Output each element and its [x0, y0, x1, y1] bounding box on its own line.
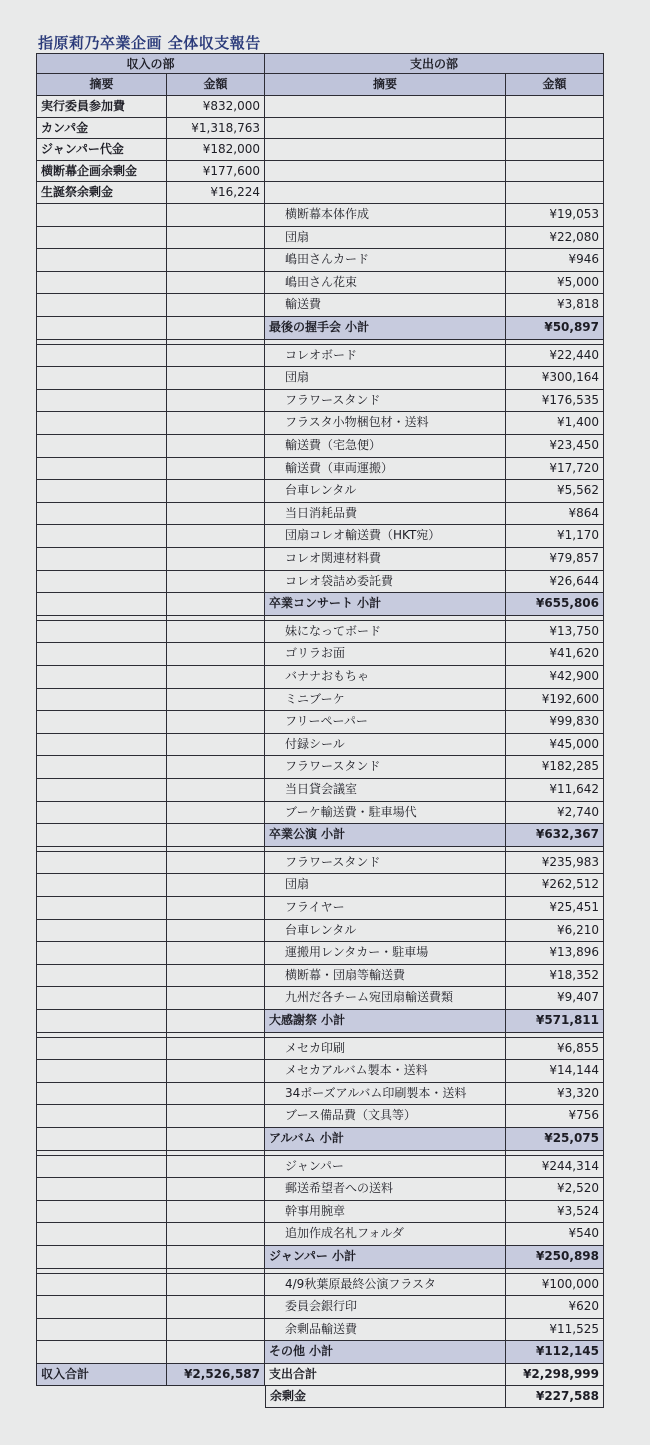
surplus-row: [36, 1386, 604, 1408]
income-empty-cell: [36, 412, 167, 435]
income-empty-cell: [36, 367, 167, 390]
income-empty-cell: [167, 987, 265, 1010]
expense-item-amount: ¥6,855: [506, 1038, 604, 1061]
income-empty-cell: [167, 1178, 265, 1201]
income-item-label: 横断幕企画余剰金: [36, 161, 167, 183]
income-empty-cell: [36, 1156, 167, 1179]
expense-item-label: 団扇: [265, 874, 506, 897]
expense-item-label: ブース備品費（文具等）: [265, 1105, 506, 1128]
table-row: [36, 118, 604, 140]
table-row: [36, 1156, 604, 1179]
expense-item-amount: ¥5,000: [506, 272, 604, 295]
expense-item-amount: ¥864: [506, 503, 604, 526]
table-row: [36, 367, 604, 390]
income-empty-cell: [167, 965, 265, 988]
expense-item-amount: ¥540: [506, 1223, 604, 1246]
expense-item-label: 嶋田さん花束: [265, 272, 506, 295]
table-row: [36, 779, 604, 802]
income-empty-cell: [167, 920, 265, 943]
expense-empty-cell: [506, 161, 604, 183]
table-row: [36, 852, 604, 875]
table-row: [36, 1038, 604, 1061]
income-empty-cell: [36, 1201, 167, 1224]
expense-amount-header: 金額: [506, 74, 604, 96]
expense-item-label: 委員会銀行印: [265, 1296, 506, 1319]
subtotal-label: 卒業公演 小計: [265, 824, 506, 847]
expense-item-amount: ¥79,857: [506, 548, 604, 571]
expense-item-amount: ¥235,983: [506, 852, 604, 875]
income-empty-cell: [167, 1246, 265, 1269]
income-empty-cell: [36, 666, 167, 689]
income-empty-cell: [36, 390, 167, 413]
expense-item-label: コレオ関連材料費: [265, 548, 506, 571]
income-empty-cell: [167, 435, 265, 458]
table-row: [36, 390, 604, 413]
table-row: [36, 734, 604, 757]
surplus-amount: ¥227,588: [506, 1386, 604, 1408]
income-empty-cell: [36, 942, 167, 965]
expense-item-label: 団扇: [265, 227, 506, 250]
expense-item-label: フラワースタンド: [265, 390, 506, 413]
income-empty-cell: [36, 272, 167, 295]
expense-item-label: 台車レンタル: [265, 920, 506, 943]
table-row: [36, 897, 604, 920]
income-empty-cell: [36, 1274, 167, 1297]
table-row: [36, 182, 604, 204]
income-empty-cell: [167, 1296, 265, 1319]
expense-item-label: 幹事用腕章: [265, 1201, 506, 1224]
expense-item-amount: ¥18,352: [506, 965, 604, 988]
subtotal-amount: ¥112,145: [506, 1341, 604, 1364]
income-empty-cell: [36, 897, 167, 920]
income-empty-cell: [167, 897, 265, 920]
subtotal-label: 最後の握手会 小計: [265, 317, 506, 340]
expense-item-amount: ¥22,080: [506, 227, 604, 250]
income-empty-cell: [167, 1105, 265, 1128]
subtotal-amount: ¥632,367: [506, 824, 604, 847]
subtotal-row: [36, 1010, 604, 1033]
expense-item-label: 団扇: [265, 367, 506, 390]
income-empty-cell: [167, 294, 265, 317]
expense-item-label: 34ポーズアルバム印刷製本・送料: [265, 1083, 506, 1106]
income-empty-cell: [167, 734, 265, 757]
expense-item-label: ゴリラお面: [265, 643, 506, 666]
table-row: [36, 571, 604, 594]
table-row: [36, 249, 604, 272]
expense-item-label: 輸送費（宅急便）: [265, 435, 506, 458]
income-empty-cell: [36, 756, 167, 779]
income-empty-cell: [36, 965, 167, 988]
income-empty-cell: [36, 548, 167, 571]
table-row: [36, 435, 604, 458]
table-row: [36, 756, 604, 779]
expense-item-label: フリーペーパー: [265, 711, 506, 734]
table-row: [36, 1060, 604, 1083]
table-row: [36, 920, 604, 943]
expense-empty-cell: [506, 96, 604, 118]
table-row: [36, 1105, 604, 1128]
expense-item-amount: ¥11,525: [506, 1319, 604, 1342]
income-empty-cell: [36, 1341, 167, 1364]
table-row: [36, 272, 604, 295]
table-row: [36, 802, 604, 825]
table-row: [36, 1083, 604, 1106]
expense-item-amount: ¥26,644: [506, 571, 604, 594]
subtotal-row: [36, 1246, 604, 1269]
income-empty-cell: [167, 1319, 265, 1342]
income-empty-cell: [36, 1296, 167, 1319]
table-row: [36, 711, 604, 734]
expense-item-amount: ¥45,000: [506, 734, 604, 757]
income-empty-cell: [167, 802, 265, 825]
income-empty-cell: [36, 294, 167, 317]
income-empty-cell: [36, 503, 167, 526]
table-row: [36, 689, 604, 712]
income-empty-cell: [167, 942, 265, 965]
income-empty-cell: [167, 643, 265, 666]
table-row: [36, 1319, 604, 1342]
income-empty-cell: [167, 711, 265, 734]
income-empty-cell: [167, 367, 265, 390]
table-row: [36, 294, 604, 317]
expense-item-amount: ¥41,620: [506, 643, 604, 666]
income-empty-cell: [167, 593, 265, 616]
income-item-label: ジャンパー代金: [36, 139, 167, 161]
table-row: [36, 874, 604, 897]
expense-item-label: コレオボード: [265, 345, 506, 368]
income-section-header: 収入の部: [36, 53, 265, 74]
table-row: [36, 548, 604, 571]
income-empty-cell: [36, 204, 167, 227]
income-empty-cell: [167, 548, 265, 571]
income-empty-cell: [167, 390, 265, 413]
subtotal-amount: ¥250,898: [506, 1246, 604, 1269]
table-row: [36, 480, 604, 503]
expense-item-amount: ¥262,512: [506, 874, 604, 897]
income-empty-cell: [36, 1105, 167, 1128]
income-empty-cell: [167, 689, 265, 712]
expense-item-label: フラスタ小物梱包材・送料: [265, 412, 506, 435]
income-item-amount: ¥16,224: [167, 182, 265, 204]
expense-item-amount: ¥23,450: [506, 435, 604, 458]
expense-total-amount: ¥2,298,999: [506, 1364, 604, 1386]
income-empty-cell: [167, 874, 265, 897]
expense-item-label: ジャンパー: [265, 1156, 506, 1179]
income-empty-cell: [167, 779, 265, 802]
income-empty-cell: [167, 204, 265, 227]
expense-item-amount: ¥19,053: [506, 204, 604, 227]
income-empty-cell: [167, 1156, 265, 1179]
income-empty-cell: [167, 824, 265, 847]
expense-item-amount: ¥6,210: [506, 920, 604, 943]
expense-item-amount: ¥3,320: [506, 1083, 604, 1106]
expense-item-label: 余剰品輸送費: [265, 1319, 506, 1342]
expense-item-amount: ¥13,896: [506, 942, 604, 965]
income-item-amount: ¥832,000: [167, 96, 265, 118]
expense-item-amount: ¥756: [506, 1105, 604, 1128]
expense-item-label: 追加作成名札フォルダ: [265, 1223, 506, 1246]
table-row: [36, 96, 604, 118]
income-empty-cell: [167, 852, 265, 875]
expense-item-label: 横断幕本体作成: [265, 204, 506, 227]
table-row: [36, 1223, 604, 1246]
income-empty-cell: [167, 503, 265, 526]
column-header-row: [36, 74, 604, 96]
expense-item-amount: ¥2,740: [506, 802, 604, 825]
income-empty-cell: [167, 249, 265, 272]
income-empty-cell: [36, 458, 167, 481]
subtotal-row: [36, 1341, 604, 1364]
expense-item-label: 当日消耗品費: [265, 503, 506, 526]
table-row: [36, 204, 604, 227]
income-empty-cell: [36, 621, 167, 644]
expense-item-amount: ¥1,400: [506, 412, 604, 435]
income-empty-cell: [36, 435, 167, 458]
expense-item-amount: ¥946: [506, 249, 604, 272]
income-empty-cell: [36, 227, 167, 250]
expense-item-label: 輸送費（車両運搬）: [265, 458, 506, 481]
income-empty-cell: [36, 1178, 167, 1201]
table-row: [36, 666, 604, 689]
expense-item-amount: ¥300,164: [506, 367, 604, 390]
income-empty-cell: [36, 1223, 167, 1246]
expense-item-amount: ¥13,750: [506, 621, 604, 644]
income-empty-cell: [36, 1319, 167, 1342]
income-empty-cell: [167, 756, 265, 779]
income-empty-cell: [36, 824, 167, 847]
income-empty-cell: [36, 593, 167, 616]
table-row: [36, 1296, 604, 1319]
expense-item-amount: ¥176,535: [506, 390, 604, 413]
expense-item-amount: ¥3,818: [506, 294, 604, 317]
income-total-amount: ¥2,526,587: [167, 1364, 265, 1386]
income-item-amount: ¥182,000: [167, 139, 265, 161]
totals-row: [36, 1364, 604, 1386]
table-row: [36, 1274, 604, 1297]
report-title: 指原莉乃卒業企画 全体収支報告: [38, 34, 261, 52]
expense-item-label: 台車レンタル: [265, 480, 506, 503]
expense-empty-cell: [506, 118, 604, 140]
expense-item-amount: ¥5,562: [506, 480, 604, 503]
income-empty-cell: [36, 779, 167, 802]
subtotal-amount: ¥571,811: [506, 1010, 604, 1033]
income-empty-cell: [36, 802, 167, 825]
income-empty-cell: [167, 1010, 265, 1033]
expense-item-label: 付録シール: [265, 734, 506, 757]
table-row: [36, 987, 604, 1010]
expense-empty-cell: [265, 161, 506, 183]
subtotal-amount: ¥50,897: [506, 317, 604, 340]
expense-empty-cell: [265, 139, 506, 161]
income-empty-cell: [167, 345, 265, 368]
income-empty-cell: [167, 1274, 265, 1297]
income-empty-cell: [167, 1128, 265, 1151]
expense-item-amount: ¥3,524: [506, 1201, 604, 1224]
expense-item-label: 妹になってボード: [265, 621, 506, 644]
subtotal-label: その他 小計: [265, 1341, 506, 1364]
expense-empty-cell: [506, 182, 604, 204]
expense-item-label: フラワースタンド: [265, 756, 506, 779]
expense-item-label: 運搬用レンタカー・駐車場: [265, 942, 506, 965]
table-row: [36, 503, 604, 526]
table-row: [36, 227, 604, 250]
expense-empty-cell: [265, 182, 506, 204]
income-item-amount: ¥177,600: [167, 161, 265, 183]
expense-empty-cell: [506, 139, 604, 161]
income-item-label: カンパ金: [36, 118, 167, 140]
income-empty-cell: [167, 666, 265, 689]
income-empty-cell: [167, 1038, 265, 1061]
expense-item-label: コレオ袋詰め委託費: [265, 571, 506, 594]
expense-item-label: 4/9秋葉原最終公演フラスタ: [265, 1274, 506, 1297]
expense-item-amount: ¥99,830: [506, 711, 604, 734]
expense-item-label: 郵送希望者への送料: [265, 1178, 506, 1201]
table-row: [36, 139, 604, 161]
table-row: [36, 643, 604, 666]
expense-total-label: 支出合計: [265, 1364, 506, 1386]
subtotal-amount: ¥25,075: [506, 1128, 604, 1151]
income-empty-cell: [167, 1083, 265, 1106]
income-empty-cell: [167, 1341, 265, 1364]
income-empty-cell: [167, 458, 265, 481]
income-empty-cell: [36, 249, 167, 272]
expense-item-label: メセカ印刷: [265, 1038, 506, 1061]
expense-item-label: 九州だ各チーム宛団扇輸送費類: [265, 987, 506, 1010]
income-empty-cell: [167, 1201, 265, 1224]
expense-item-amount: ¥9,407: [506, 987, 604, 1010]
income-empty-cell: [167, 525, 265, 548]
income-total-label: 収入合計: [36, 1364, 167, 1386]
subtotal-label: ジャンパー 小計: [265, 1246, 506, 1269]
expense-item-amount: ¥1,170: [506, 525, 604, 548]
expense-item-amount: ¥100,000: [506, 1274, 604, 1297]
table-row: [36, 1201, 604, 1224]
income-empty-cell: [167, 621, 265, 644]
expense-item-label: メセカアルバム製本・送料: [265, 1060, 506, 1083]
table-row: [36, 412, 604, 435]
section-header-row: [36, 53, 604, 74]
table-row: [36, 161, 604, 183]
income-item-label: 生誕祭余剰金: [36, 182, 167, 204]
subtotal-amount: ¥655,806: [506, 593, 604, 616]
expense-item-label: フライヤー: [265, 897, 506, 920]
expense-item-label: フラワースタンド: [265, 852, 506, 875]
expense-item-amount: ¥17,720: [506, 458, 604, 481]
income-empty-cell: [36, 571, 167, 594]
income-empty-cell: [36, 920, 167, 943]
subtotal-label: 大感謝祭 小計: [265, 1010, 506, 1033]
table-row: [36, 942, 604, 965]
income-item-amount: ¥1,318,763: [167, 118, 265, 140]
expense-item-amount: ¥244,314: [506, 1156, 604, 1179]
income-empty-cell: [36, 1038, 167, 1061]
income-empty-cell: [36, 1010, 167, 1033]
income-empty-cell: [36, 317, 167, 340]
income-empty-cell: [36, 643, 167, 666]
expense-item-label: 当日貸会議室: [265, 779, 506, 802]
income-empty-cell: [167, 412, 265, 435]
subtotal-label: 卒業コンサート 小計: [265, 593, 506, 616]
subtotal-label: アルバム 小計: [265, 1128, 506, 1151]
income-item-label: 実行委員参加費: [36, 96, 167, 118]
income-empty-cell: [36, 1060, 167, 1083]
expense-item-amount: ¥2,520: [506, 1178, 604, 1201]
income-empty-cell: [36, 1246, 167, 1269]
income-empty-cell: [167, 272, 265, 295]
income-empty-cell: [36, 874, 167, 897]
expense-empty-cell: [265, 96, 506, 118]
income-empty-cell: [167, 317, 265, 340]
expense-item-label: 嶋田さんカード: [265, 249, 506, 272]
expense-item-amount: ¥620: [506, 1296, 604, 1319]
income-empty-cell: [36, 987, 167, 1010]
expense-item-label: 横断幕・団扇等輸送費: [265, 965, 506, 988]
expense-item-label: 団扇コレオ輸送費（HKT宛）: [265, 525, 506, 548]
subtotal-row: [36, 317, 604, 340]
table-row: [36, 458, 604, 481]
table-row: [36, 1178, 604, 1201]
income-summary-header: 摘要: [36, 74, 167, 96]
subtotal-row: [36, 824, 604, 847]
expense-section-header: 支出の部: [265, 53, 604, 74]
income-empty-cell: [167, 1223, 265, 1246]
expense-item-amount: ¥25,451: [506, 897, 604, 920]
subtotal-row: [36, 1128, 604, 1151]
income-empty-cell: [36, 734, 167, 757]
table-row: [36, 525, 604, 548]
income-empty-cell: [167, 227, 265, 250]
surplus-label: 余剰金: [265, 1386, 506, 1408]
table-row: [36, 621, 604, 644]
expense-item-label: ブーケ輸送費・駐車場代: [265, 802, 506, 825]
expense-item-amount: ¥22,440: [506, 345, 604, 368]
subtotal-row: [36, 593, 604, 616]
expense-item-amount: ¥42,900: [506, 666, 604, 689]
income-empty-cell: [36, 1128, 167, 1151]
expense-item-amount: ¥11,642: [506, 779, 604, 802]
table-row: [36, 965, 604, 988]
income-empty-cell: [36, 1083, 167, 1106]
income-empty-cell: [167, 480, 265, 503]
income-empty-cell: [36, 711, 167, 734]
expense-item-amount: ¥192,600: [506, 689, 604, 712]
expense-summary-header: 摘要: [265, 74, 506, 96]
expense-item-label: ミニブーケ: [265, 689, 506, 712]
expense-item-amount: ¥182,285: [506, 756, 604, 779]
expense-item-amount: ¥14,144: [506, 1060, 604, 1083]
income-empty-cell: [36, 345, 167, 368]
table-row: [36, 345, 604, 368]
income-empty-cell: [36, 480, 167, 503]
expense-empty-cell: [265, 118, 506, 140]
income-empty-cell: [36, 689, 167, 712]
expense-item-label: バナナおもちゃ: [265, 666, 506, 689]
expense-item-label: 輸送費: [265, 294, 506, 317]
income-empty-cell: [167, 571, 265, 594]
income-empty-cell: [36, 525, 167, 548]
income-empty-cell: [36, 852, 167, 875]
income-empty-cell: [167, 1060, 265, 1083]
income-amount-header: 金額: [167, 74, 265, 96]
